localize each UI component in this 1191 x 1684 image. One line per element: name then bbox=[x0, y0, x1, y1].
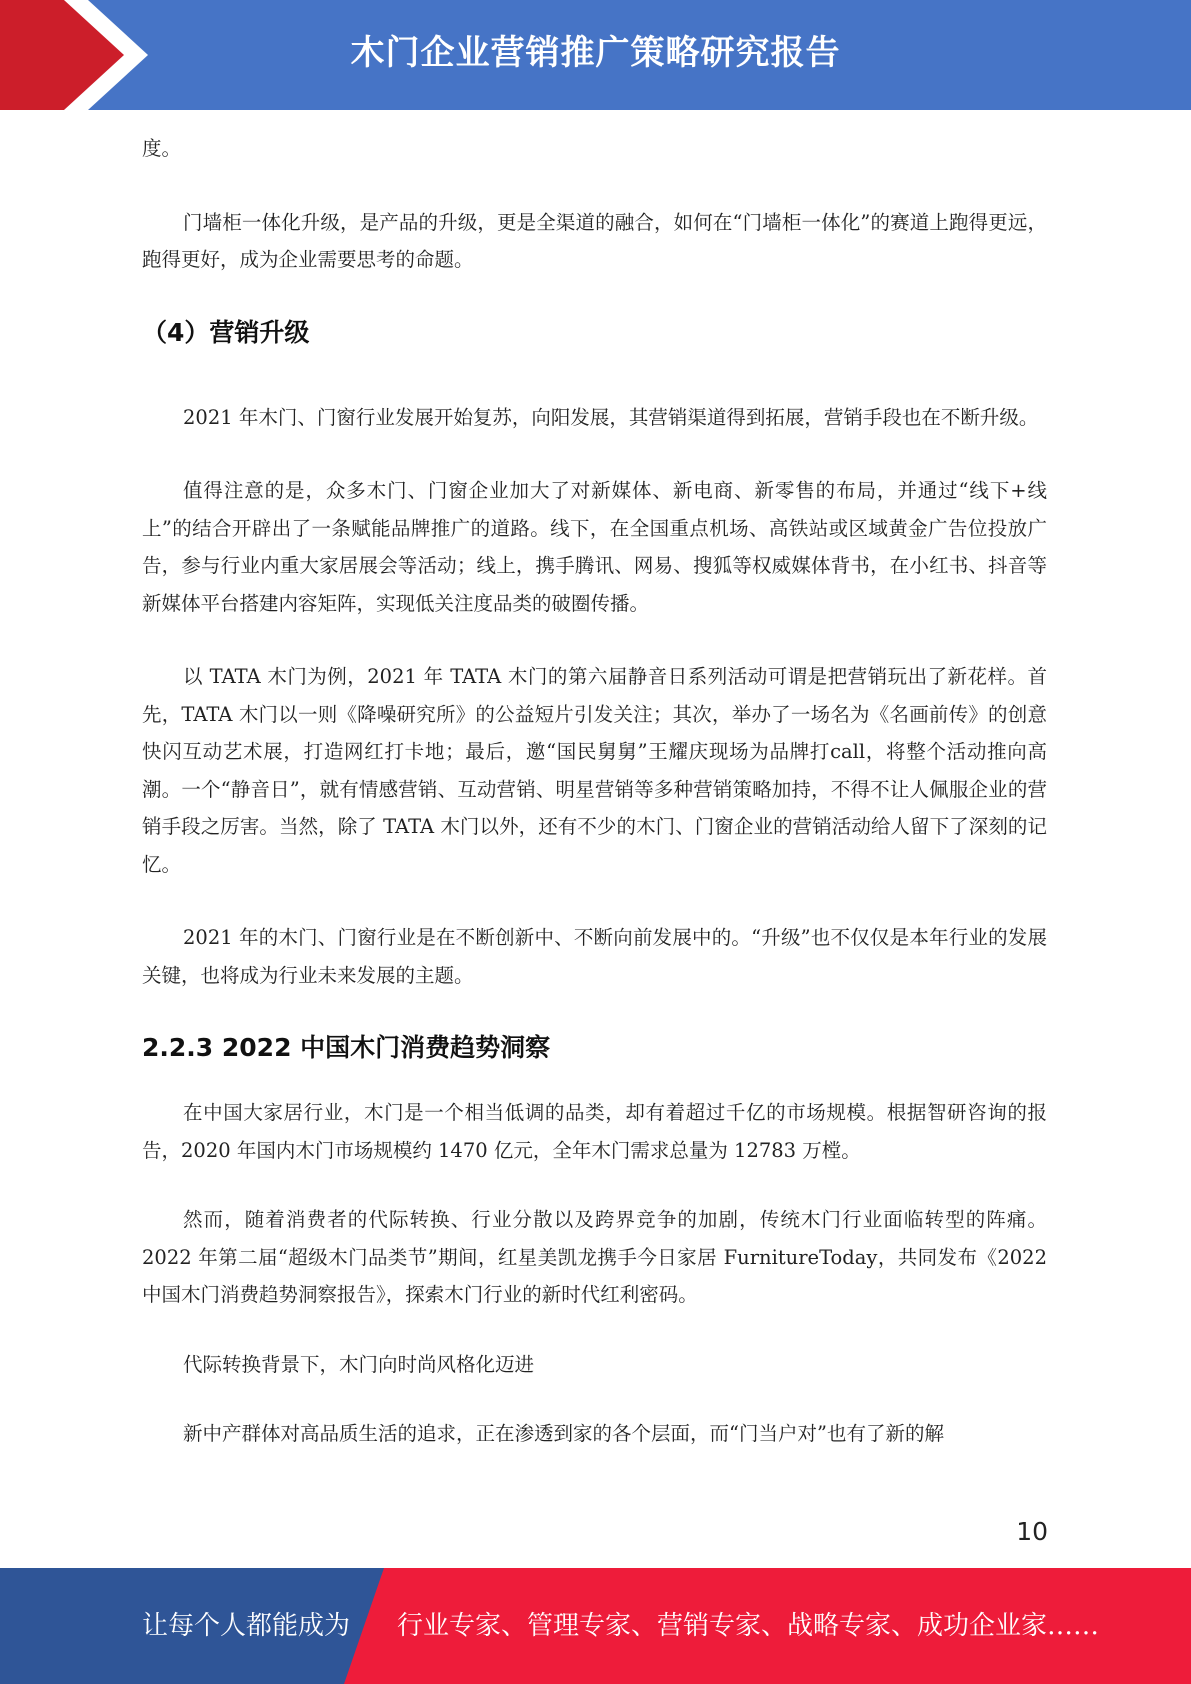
section-heading: （4）营销升级 bbox=[142, 317, 310, 347]
page-footer bbox=[0, 1568, 1191, 1684]
paragraph: 在中国大家居行业，木门是一个相当低调的品类，却有着超过千亿的市场规模。根据智研咨询的报告，2020 年国内木门市场规模约 1470 亿元，全年木门需求总量为 12783 万樘。 bbox=[142, 1101, 1047, 1162]
paragraph: 然而，随着消费者的代际转换、行业分散以及跨界竞争的加剧，传统木门行业面临转型的阵痛。2022 年第二届“超级木门品类节”期间，红星美凯龙携手今日家居 FurnitureToday，共同发布《2022 中国木门消费趋势洞察报告》，探索木门行业的新时代红利密码。 bbox=[142, 1208, 1047, 1306]
page-number: 10 bbox=[1016, 1517, 1048, 1546]
page-body bbox=[142, 130, 1047, 1453]
document-title: 木门企业营销推广策略研究报告 bbox=[350, 33, 841, 73]
paragraph: 度。 bbox=[142, 137, 182, 160]
paragraph: 值得注意的是，众多木门、门窗企业加大了对新媒体、新电商、新零售的布局，并通过“线下+线上”的结合开辟出了一条赋能品牌推广的道路。线下，在全国重点机场、高铁站或区域黄金广告位投放广告，参与行业内重大家居展会等活动；线上，携手腾讯、网易、搜狐等权威媒体背书，在小红书、抖音等新媒体平台搭建内容矩阵，实现低关注度品类的破圈传播。 bbox=[142, 479, 1047, 615]
footer-slogan-right: 行业专家、管理专家、营销专家、战略专家、成功企业家…… bbox=[397, 1611, 1100, 1641]
page-header bbox=[0, 0, 1191, 110]
section-heading: 2.2.3 2022 中国木门消费趋势洞察 bbox=[142, 1033, 551, 1062]
footer-slogan-left: 让每个人都能成为 bbox=[142, 1611, 351, 1641]
paragraph: 门墙柜一体化升级，是产品的升级，更是全渠道的融合，如何在“门墙柜一体化”的赛道上跑得更远，跑得更好，成为企业需要思考的命题。 bbox=[142, 210, 1047, 271]
paragraph: 代际转换背景下，木门向时尚风格化迈进 bbox=[183, 1352, 535, 1376]
paragraph: 新中产群体对高品质生活的追求，正在渗透到家的各个层面，而“门当户对”也有了新的解 bbox=[183, 1422, 944, 1445]
paragraph: 2021 年木门、门窗行业发展开始复苏，向阳发展，其营销渠道得到拓展，营销手段也在不断升级。 bbox=[183, 405, 1039, 429]
paragraph: 2021 年的木门、门窗行业是在不断创新中、不断向前发展中的。“升级”也不仅仅是本年行业的发展关键，也将成为行业未来发展的主题。 bbox=[142, 926, 1047, 987]
paragraph: 以 TATA 木门为例，2021 年 TATA 木门的第六届静音日系列活动可谓是把营销玩出了新花样。首先，TATA 木门以一则《降噪研究所》的公益短片引发关注；其次，举办了一场名为《名画前传》的创意快闪互动艺术展，打造网红打卡地；最后，邀“国民舅舅”王耀庆现场为品牌打call，将整个活动推向高潮。一个“静音日”，就有情感营销、互动营销、明星营销等多种营销策略加持，不得不让人佩服企业的营销手段之厉害。当然，除了 TATA 木门以外，还有不少的木门、门窗企业的营销活动给人留下了深刻的记忆。 bbox=[142, 665, 1047, 876]
